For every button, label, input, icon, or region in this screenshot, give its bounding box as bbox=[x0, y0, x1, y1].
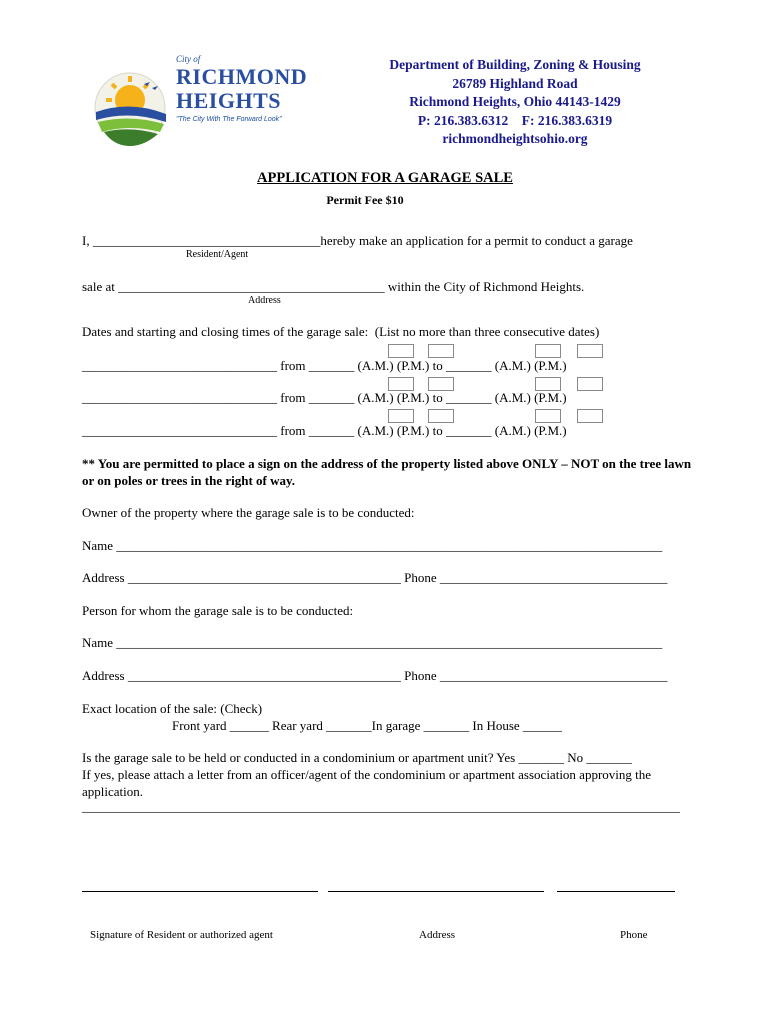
am-checkbox-1b[interactable] bbox=[535, 344, 561, 358]
date-row-1[interactable]: ______________________________ from _______ (A.M.) (P.M.) to _______ (A.M.) (P.M.) bbox=[82, 358, 567, 373]
resident-agent-caption: Resident/Agent bbox=[186, 249, 249, 260]
location-heading: Exact location of the sale: (Check) bbox=[82, 701, 263, 716]
pm-checkbox-2a[interactable] bbox=[428, 377, 454, 391]
dates-intro: Dates and starting and closing times of the garage sale: (List no more than three consecutive dates) bbox=[82, 324, 600, 339]
signature-address-label: Address bbox=[419, 929, 456, 941]
logo-tagline: "The City With The Forward Look" bbox=[176, 116, 282, 123]
person-heading: Person for whom the garage sale is to be conducted: bbox=[82, 603, 354, 618]
location-options[interactable]: Front yard ______ Rear yard _______In garage _______ In House ______ bbox=[172, 718, 562, 733]
header-street: 26789 Highland Road bbox=[452, 75, 578, 91]
owner-heading: Owner of the property where the garage sale is to be conducted: bbox=[82, 505, 415, 520]
header-city: Richmond Heights, Ohio 44143-1429 bbox=[409, 94, 621, 109]
department-header bbox=[360, 56, 670, 149]
am-checkbox-3a[interactable] bbox=[388, 409, 414, 423]
pm-checkbox-3b[interactable] bbox=[577, 409, 603, 423]
resident-line: I, ___________________________________hereby make an application for a permit to conduct a garage bbox=[82, 233, 633, 248]
logo-name-line2: HEIGHTS bbox=[176, 88, 281, 113]
signature-address-line[interactable] bbox=[328, 891, 544, 892]
sale-address-line: sale at _________________________________________ within the City of Richmond Heights. bbox=[82, 279, 585, 294]
signature-phone-line[interactable] bbox=[557, 891, 675, 892]
pm-checkbox-3a[interactable] bbox=[428, 409, 454, 423]
am-checkbox-2b[interactable] bbox=[535, 377, 561, 391]
am-checkbox-3b[interactable] bbox=[535, 409, 561, 423]
condo-question[interactable]: Is the garage sale to be held or conducted in a condominium or apartment unit? Yes _______ No _______ bbox=[82, 750, 632, 765]
condo-note: If yes, please attach a letter from an officer/agent of the condominium or apartment association approving the application. bbox=[82, 767, 652, 799]
signature-phone-label: Phone bbox=[620, 929, 648, 941]
signature-line[interactable] bbox=[82, 891, 318, 892]
address-caption: Address bbox=[248, 295, 281, 306]
am-checkbox-1a[interactable] bbox=[388, 344, 414, 358]
pm-checkbox-1a[interactable] bbox=[428, 344, 454, 358]
pm-checkbox-1b[interactable] bbox=[577, 344, 603, 358]
signature-label: Signature of Resident or authorized agent bbox=[90, 929, 273, 941]
header-dept: Department of Building, Zoning & Housing bbox=[389, 57, 641, 72]
form-title: APPLICATION FOR A GARAGE SALE bbox=[257, 170, 513, 186]
logo-city-of: City of bbox=[176, 54, 201, 64]
date-row-3[interactable]: ______________________________ from _______ (A.M.) (P.M.) to _______ (A.M.) (P.M.) bbox=[82, 423, 567, 438]
owner-address-field[interactable]: Address __________________________________________ Phone ___________________________________ bbox=[82, 570, 668, 585]
pm-checkbox-2b[interactable] bbox=[577, 377, 603, 391]
sign-notice: ** You are permitted to place a sign on the address of the property listed above ONLY – NOT on the tree lawn or on poles or trees in the right of way. bbox=[82, 456, 692, 488]
permit-fee: Permit Fee $10 bbox=[326, 193, 404, 207]
owner-name-field[interactable]: Name ____________________________________________________________________________________ bbox=[82, 538, 663, 553]
date-row-2[interactable]: ______________________________ from _______ (A.M.) (P.M.) to _______ (A.M.) (P.M.) bbox=[82, 390, 567, 405]
am-checkbox-2a[interactable] bbox=[388, 377, 414, 391]
person-name-field[interactable]: Name ____________________________________________________________________________________ bbox=[82, 635, 663, 650]
condo-letter-line[interactable]: ____________________________________________________________________________________________ bbox=[82, 799, 680, 814]
person-address-field[interactable]: Address __________________________________________ Phone ___________________________________ bbox=[82, 668, 668, 683]
header-phones: P: 216.383.6312 F: 216.383.6319 bbox=[417, 112, 613, 128]
header-web: richmondheightsohio.org bbox=[442, 131, 588, 146]
logo-name-line1: RICHMOND bbox=[176, 64, 308, 89]
